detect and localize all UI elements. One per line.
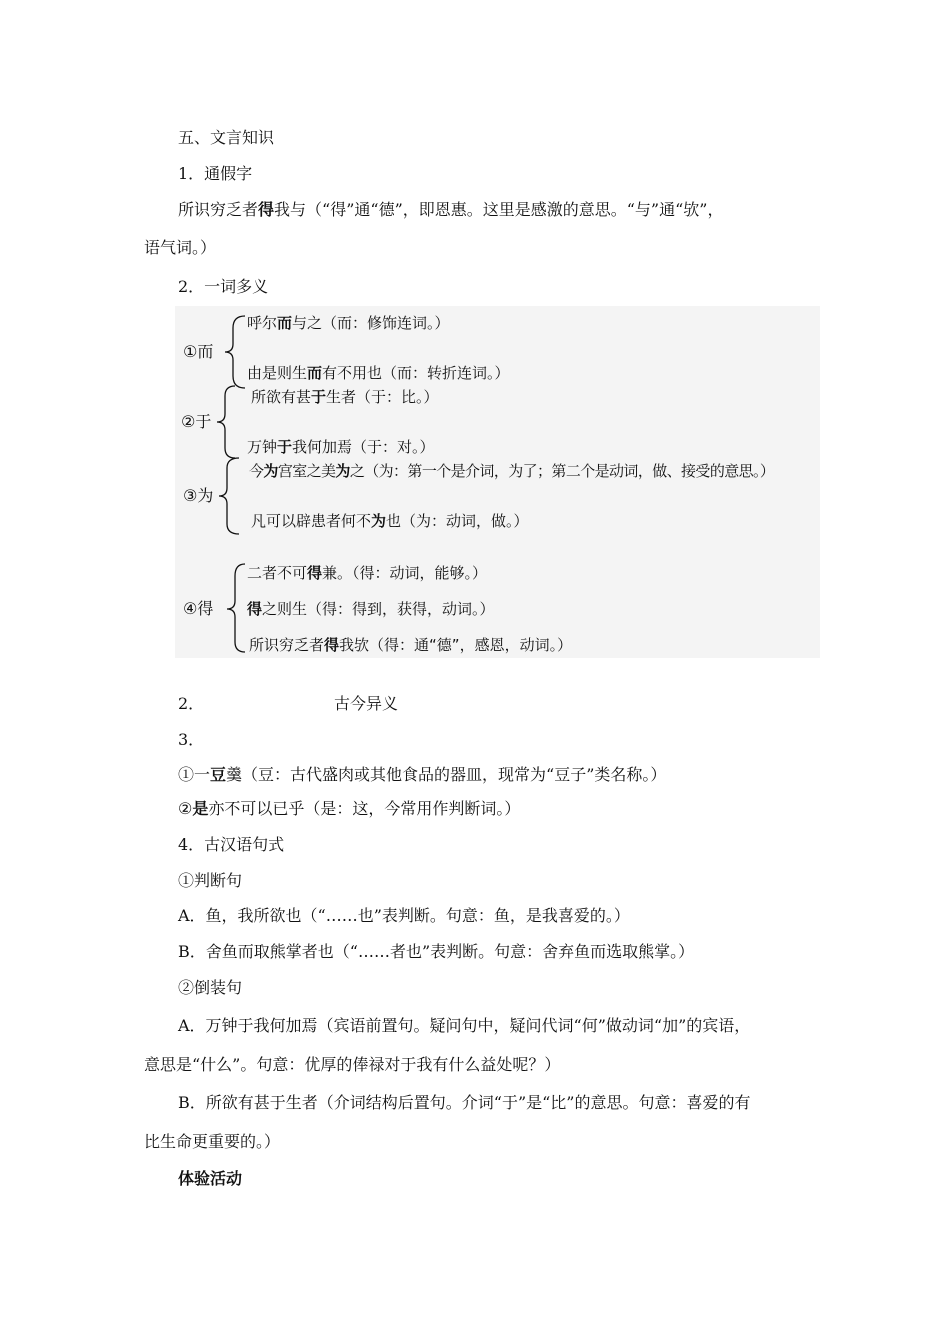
text-run: 我与（“得”通“德”，即恩惠。这里是感激的意思。“与”通“欤”， bbox=[274, 200, 724, 219]
gujin-item-2 bbox=[178, 799, 520, 819]
text-run: ①一 bbox=[178, 765, 211, 784]
text-run: 我何加焉（于：对。） bbox=[292, 438, 435, 456]
polysemy-label-yu: ②于 bbox=[181, 412, 212, 431]
text-run: 之（为：第一个是介词，为了；第二个是动词，做、接受的意思。） bbox=[349, 462, 775, 480]
text-run: 生者（于：比。） bbox=[326, 388, 439, 406]
gujin-number: 2． bbox=[178, 694, 205, 713]
er-example-2 bbox=[247, 364, 510, 382]
de-example-1 bbox=[247, 564, 487, 582]
highlight-char: 得 bbox=[258, 200, 275, 219]
text-run: 呼尔 bbox=[247, 314, 278, 332]
polysemy-label-de: ④得 bbox=[183, 599, 214, 618]
text-run: 万钟 bbox=[247, 438, 278, 456]
highlight-char: 而 bbox=[277, 314, 293, 332]
highlight-char: 为 bbox=[371, 512, 387, 530]
text-run: 亦不可以已乎（是：这，今常用作判断词。） bbox=[208, 799, 521, 818]
jushi-b1: B．舍鱼而取熊掌者也（“……者也”表判断。句意：舍弃鱼而选取熊掌。） bbox=[178, 942, 695, 961]
text-run: 与之（而：修饰连词。） bbox=[292, 314, 450, 332]
de-example-2 bbox=[247, 600, 495, 618]
text-run: 也（为：动词，做。） bbox=[386, 512, 529, 530]
highlight-char: 于 bbox=[311, 388, 327, 406]
polysemy-heading: 2．一词多义 bbox=[178, 277, 269, 296]
highlight-char: 而 bbox=[307, 364, 323, 382]
jushi-a2-line-2: 意思是“什么”。句意：优厚的俸禄对于我有什么益处呢？） bbox=[144, 1055, 561, 1074]
polysemy-label-wei: ③为 bbox=[183, 486, 214, 505]
jushi-a2-line-1: A．万钟于我何加焉（宾语前置句。疑问句中，疑问代词“何”做动词“加”的宾语， bbox=[178, 1016, 751, 1035]
highlight-char: 为 bbox=[263, 462, 278, 480]
tongjiazi-line-2: 语气词。） bbox=[144, 238, 217, 257]
jushi-a1: A．鱼，我所欲也（“……也”表判断。句意：鱼，是我喜爱的。） bbox=[178, 906, 630, 925]
gujin-item-1 bbox=[178, 765, 666, 785]
jushi-b2-line-2: 比生命更重要的。） bbox=[144, 1132, 281, 1151]
wei-example-2 bbox=[251, 512, 529, 530]
text-run: 所识穷乏者 bbox=[178, 200, 259, 219]
text-run: 我欤（得：通“德”，感恩，动词。） bbox=[339, 636, 573, 654]
text-run: 羹（豆：古代盛肉或其他食品的器皿，现常为“豆子”类名称。） bbox=[226, 765, 667, 784]
text-run: 宫室之美 bbox=[277, 462, 336, 480]
highlight-char: 得 bbox=[247, 600, 263, 618]
text-run: 所识穷乏者 bbox=[249, 636, 325, 654]
text-run: 今 bbox=[249, 462, 264, 480]
text-run: 之则生（得：得到，获得，动词。） bbox=[262, 600, 495, 618]
jushi-heading: 4．古汉语句式 bbox=[178, 835, 285, 854]
highlight-char: 为 bbox=[335, 462, 350, 480]
tongjiazi-line-1 bbox=[178, 200, 723, 220]
text-run: 二者不可 bbox=[247, 564, 308, 582]
gujin-number-2: 3． bbox=[178, 730, 205, 749]
activity-heading: 体验活动 bbox=[178, 1169, 243, 1188]
polysemy-diagram bbox=[175, 306, 820, 658]
jushi-sub-1: ①判断句 bbox=[178, 871, 243, 890]
highlight-char: 于 bbox=[277, 438, 293, 456]
highlight-char: 得 bbox=[324, 636, 340, 654]
text-run: 凡可以辟患者何不 bbox=[251, 512, 372, 530]
tongjiazi-heading: 1．通假字 bbox=[178, 164, 253, 183]
highlight-char: 得 bbox=[307, 564, 323, 582]
wei-example-1 bbox=[249, 462, 774, 480]
text-run: 所欲有甚 bbox=[251, 388, 312, 406]
section-title: 五、文言知识 bbox=[178, 128, 275, 147]
yu-example-2 bbox=[247, 438, 435, 456]
text-run: 兼。（得：动词，能够。） bbox=[322, 564, 488, 582]
text-run: ② bbox=[178, 799, 193, 818]
de-example-3 bbox=[249, 636, 572, 654]
jushi-sub-2: ②倒装句 bbox=[178, 978, 243, 997]
gujin-heading: 古今异义 bbox=[334, 694, 399, 713]
text-run: 由是则生 bbox=[247, 364, 308, 382]
polysemy-label-er: ①而 bbox=[183, 342, 214, 361]
jushi-b2-line-1: B．所欲有甚于生者（介词结构后置句。介词“于”是“比”的意思。句意：喜爱的有 bbox=[178, 1093, 751, 1112]
highlight-char: 豆 bbox=[210, 765, 227, 784]
text-run: 有不用也（而：转折连词。） bbox=[322, 364, 510, 382]
er-example-1 bbox=[247, 314, 450, 332]
yu-example-1 bbox=[251, 388, 439, 406]
highlight-char: 是 bbox=[192, 799, 209, 818]
